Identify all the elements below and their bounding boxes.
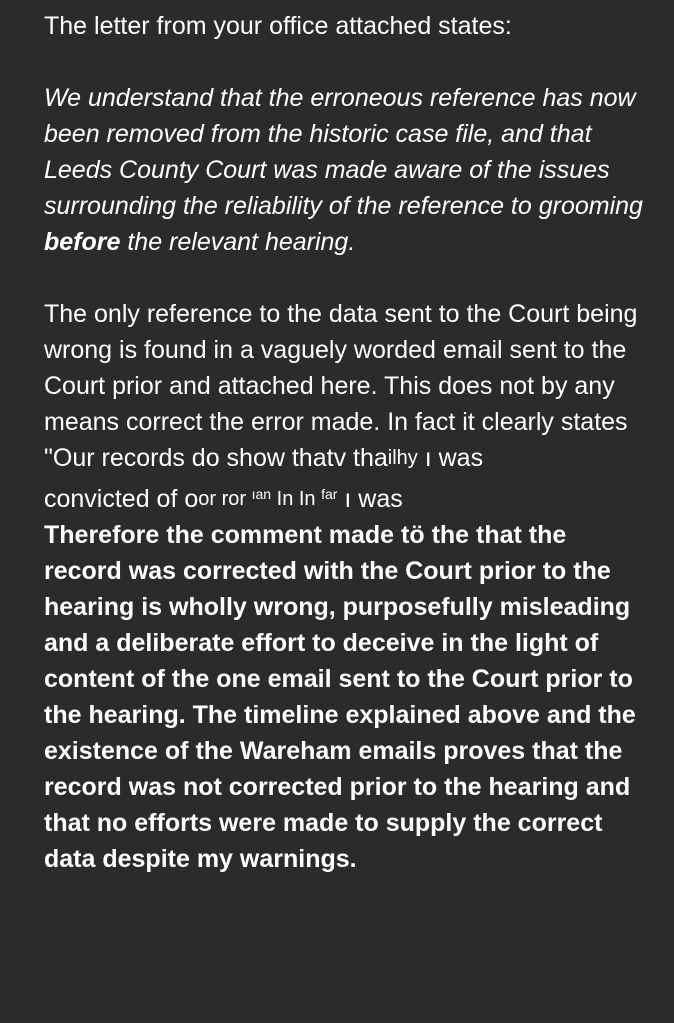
garbled-fragment: ı was [417, 444, 484, 472]
garbled-fragment: or ror [198, 488, 252, 510]
quoted-letter [44, 80, 644, 260]
garbled-fragment: ıan [251, 486, 272, 502]
garbled-fragment: ilhy [387, 447, 418, 469]
garbled-quote-line-2 [44, 485, 403, 513]
body-text: The only reference to the data sent to the Court being wrong is found in a vaguely worded email sent to the Court prior and attached here. This does not by any means correct the error made. In fact it clearly states [44, 300, 638, 436]
garbled-fragment: convicted of o [44, 485, 199, 513]
bold-conclusion-text: Therefore the comment made tö the that the record was corrected with the Court prior to the hearing is wholly wrong, purposefully misleading and a deliberate effort to deceive in the light of content of the one email sent to the Court prior to the hearing. The timeline explained above and the existence of the Wareham emails proves that the record was not corrected prior to the hearing and that no efforts were made to supply the correct data despite my warnings. [44, 521, 636, 873]
quote-text-part2: the relevant hearing. [120, 228, 356, 256]
garbled-fragment: far [321, 486, 338, 502]
garbled-fragment: In In [271, 488, 322, 510]
garbled-quote-line-1 [44, 444, 483, 472]
garbled-fragment: ı was [337, 485, 403, 513]
body-paragraph [44, 296, 644, 877]
intro-text: The letter from your office attached states: [44, 12, 512, 40]
quote-text-part1: We understand that the erroneous reference has now been removed from the historic case file, and that Leeds County Court was made aware of the issues surrounding the reliability of the reference to grooming [44, 84, 643, 220]
quote-emphasis: before [44, 228, 121, 256]
garbled-fragment: "Our records do show thatv tha [44, 444, 388, 472]
